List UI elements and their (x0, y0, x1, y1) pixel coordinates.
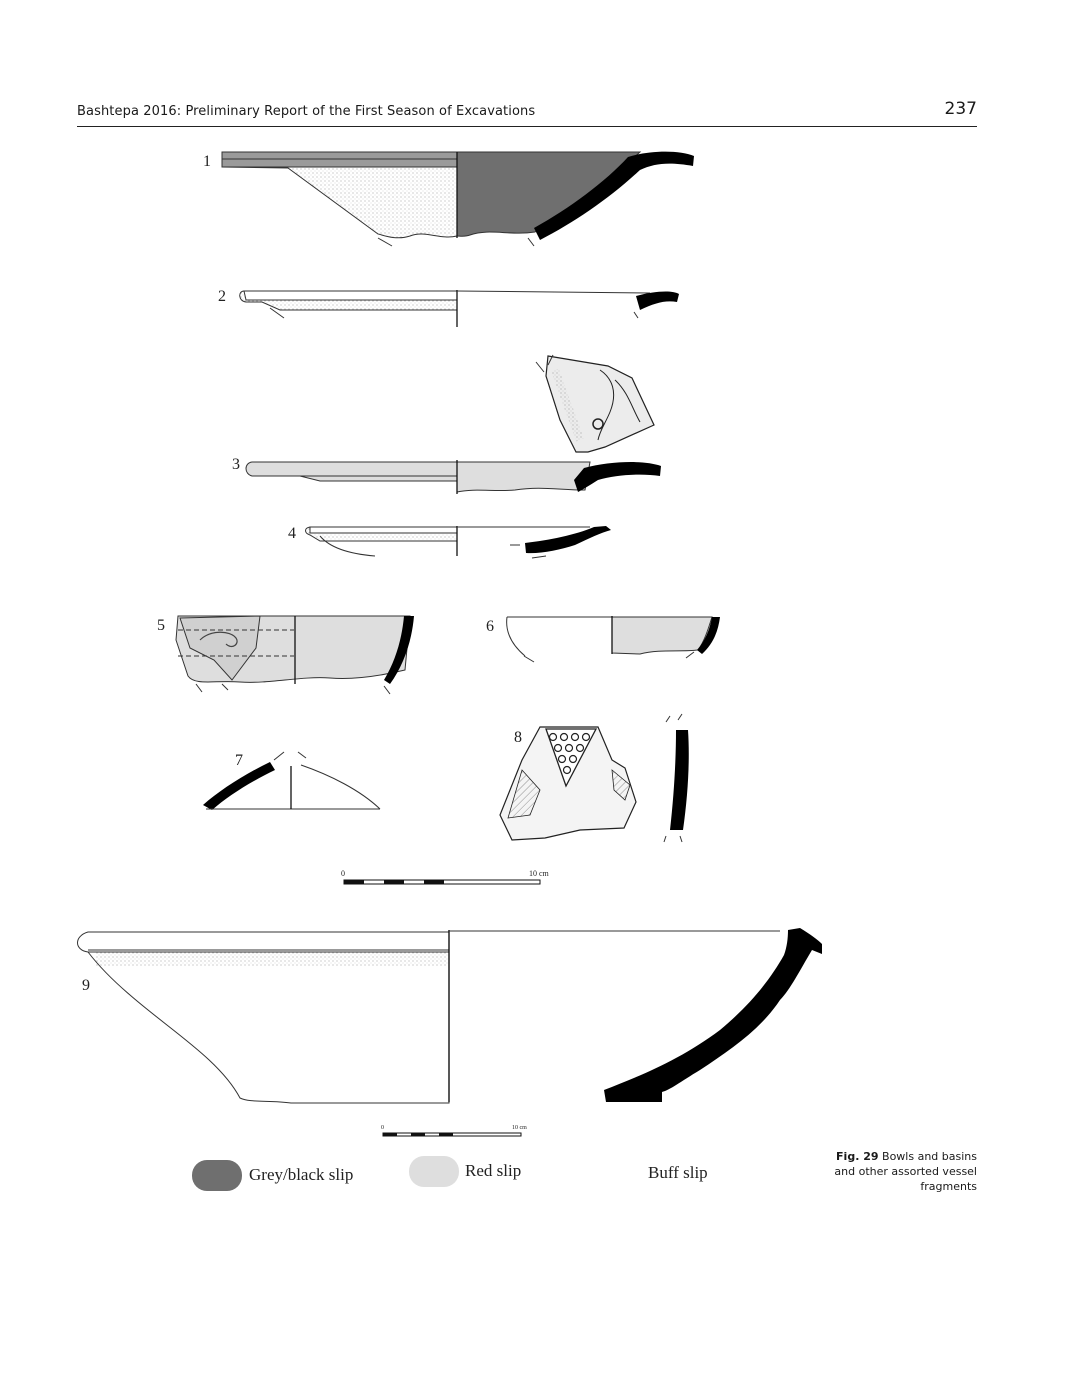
fragment-6 (486, 616, 720, 662)
fragment-3 (232, 355, 661, 494)
legend-swatch-red (409, 1156, 459, 1187)
fragment-9 (78, 928, 823, 1103)
fragment-5 (157, 616, 414, 694)
running-title: Bashtepa 2016: Preliminary Report of the First Season of Excavations (77, 104, 536, 119)
fragment-number-3: 3 (232, 456, 240, 473)
fragment-2 (218, 288, 679, 327)
scale-bar-lower-start: 0 (381, 1125, 384, 1131)
fragment-number-1: 1 (203, 153, 211, 170)
fragment-number-6: 6 (486, 618, 494, 635)
slip-legend (192, 1156, 708, 1191)
scale-bar-upper (341, 869, 550, 884)
figure-caption-label: Fig. 29 (836, 1150, 879, 1163)
page-number: 237 (944, 99, 977, 119)
legend-label-red: Red slip (465, 1161, 522, 1180)
scale-bar-lower (381, 1125, 527, 1136)
scale-bar-upper-end: 10 cm (529, 869, 549, 878)
scale-bar-upper-start: 0 (341, 869, 345, 878)
legend-swatch-buff (591, 1156, 641, 1187)
legend-label-grey: Grey/black slip (249, 1165, 354, 1184)
fragment-number-8: 8 (514, 729, 522, 746)
figure-caption (830, 1149, 977, 1194)
fragment-number-2: 2 (218, 288, 226, 305)
fragment-8 (500, 714, 689, 842)
fragment-1 (203, 152, 694, 246)
scale-bar-lower-end: 10 cm (512, 1125, 527, 1131)
legend-label-buff: Buff slip (648, 1163, 708, 1182)
fragment-number-7: 7 (235, 752, 243, 769)
fragment-4 (288, 525, 611, 558)
figure-caption-text: Bowls and basins and other assorted vessel fragments (834, 1150, 977, 1193)
fragment-number-4: 4 (288, 525, 296, 542)
fragment-number-5: 5 (157, 617, 165, 634)
fragment-7 (203, 752, 380, 810)
fragment-number-9: 9 (82, 977, 90, 994)
legend-swatch-grey (192, 1160, 242, 1191)
